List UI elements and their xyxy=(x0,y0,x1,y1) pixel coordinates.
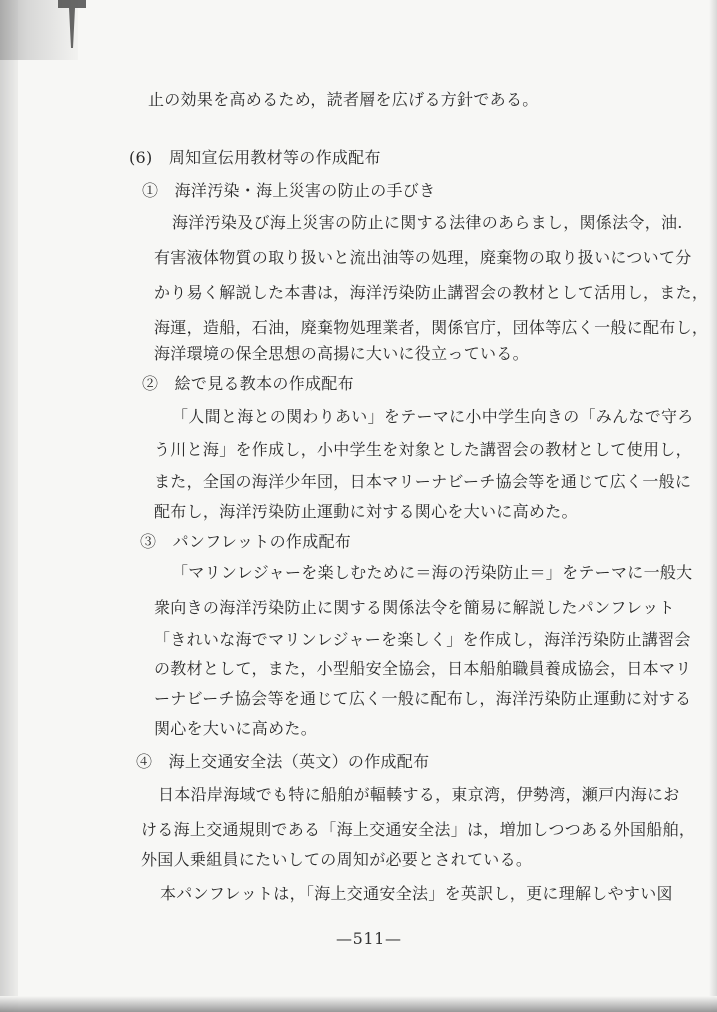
document-line-23: ける海上交通規則である「海上交通安全法」は，増加しつつある外国船舶， xyxy=(141,820,696,839)
document-line-15: 「マリンレジャーを楽しむために＝海の汚染防止＝」をテーマに一般大 xyxy=(172,563,693,582)
document-line-8: 海洋環境の保全思想の高揚に大いに役立っている。 xyxy=(154,344,529,363)
left-page-shadow xyxy=(0,0,18,1012)
document-line-18: の教材として，また，小型船安全協会，日本船舶職員養成協会，日本マリ xyxy=(154,659,692,678)
page-number: —511— xyxy=(336,929,402,948)
document-line-11: う川と海」を作成し，小中学生を対象とした講習会の教材として使用し， xyxy=(154,440,692,459)
document-line-12: また，全国の海洋少年団，日本マリーナビーチ協会等を通じて広く一般に xyxy=(154,472,692,491)
document-line-25: 本パンフレットは，「海上交通安全法」を英訳し，更に理解しやすい図 xyxy=(160,884,673,903)
document-line-13: 配布し，海洋汚染防止運動に対する関心を大いに高めた。 xyxy=(154,502,578,521)
document-line-5: 有害液体物質の取り扱いと流出油等の処理，廃棄物の取り扱いについて分 xyxy=(154,248,692,267)
document-line-19: ーナビーチ協会等を通じて広く一般に配布し，海洋汚染防止運動に対する xyxy=(154,689,692,708)
document-line-7: 海運，造船，石油，廃棄物処理業者，関係官庁，団体等広く一般に配布し， xyxy=(154,318,709,337)
subheading-1: ① 海洋汚染・海上災害の防止の手びき xyxy=(142,181,436,200)
document-line-24: 外国人乗組員にたいしての周知が必要とされている。 xyxy=(141,850,533,869)
subheading-2: ② 絵で見る教本の作成配布 xyxy=(142,374,354,393)
document-line-16: 衆向きの海洋汚染防止に関する関係法令を簡易に解説したパンフレット xyxy=(154,598,675,617)
binding-mark-icon xyxy=(58,0,86,48)
section-heading-6: (6) 周知宣伝用教材等の作成配布 xyxy=(129,148,381,167)
document-line-4: 海洋汚染及び海上災害の防止に関する法律のあらまし，関係法令，油. xyxy=(172,213,683,232)
document-line-1: 止の効果を高めるため，読者層を広げる方針である。 xyxy=(148,90,539,109)
bottom-page-edge xyxy=(0,996,717,1012)
document-line-22: 日本沿岸海域でも特に船舶が輻輳する，東京湾，伊勢湾，瀬戸内海にお xyxy=(158,785,680,804)
document-line-6: かり易く解説した本書は，海洋汚染防止講習会の教材として活用し，また， xyxy=(154,283,709,302)
document-line-10: 「人間と海との関わりあい」をテーマに小中学生向きの「みんなで守ろ xyxy=(172,407,694,426)
right-page-edge xyxy=(709,0,717,1012)
document-line-17: 「きれいな海でマリンレジャーを楽しく」を作成し，海洋汚染防止講習会 xyxy=(154,630,691,649)
subheading-3: ③ パンフレットの作成配布 xyxy=(140,532,352,551)
document-line-20: 関心を大いに高めた。 xyxy=(154,719,318,738)
subheading-4: ④ 海上交通安全法（英文）の作成配布 xyxy=(136,752,430,771)
